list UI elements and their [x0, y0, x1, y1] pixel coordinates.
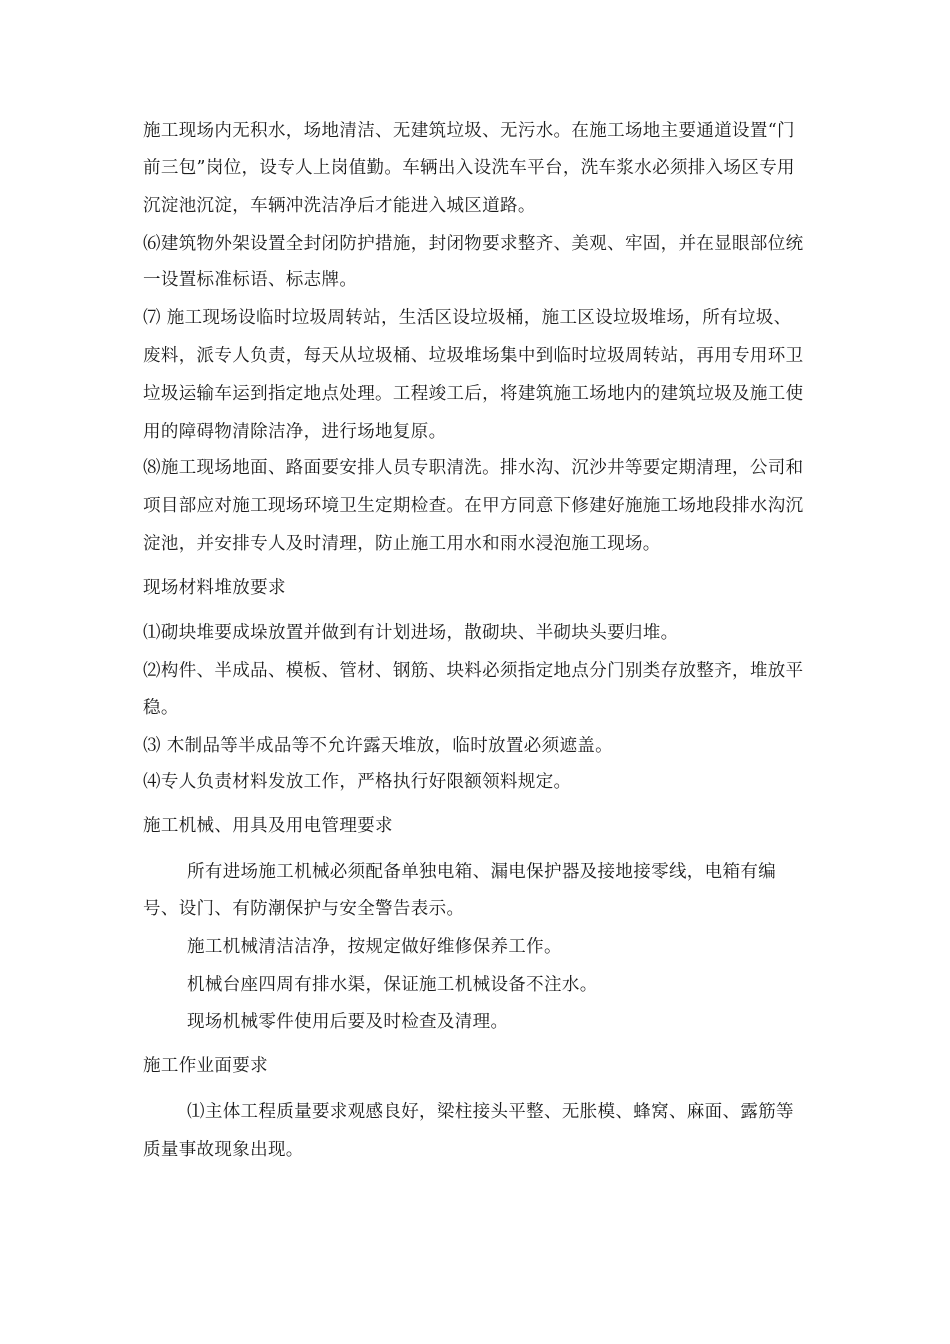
text-line: ⑵构件、半成品、模板、管材、钢筋、块料必须指定地点分门别类存放整齐，堆放平 — [143, 661, 804, 681]
text-line: ⑴主体工程质量要求观感良好，梁柱接头平整、无胀模、蜂窝、麻面、露筋等 — [187, 1102, 794, 1122]
text-line: ⑷专人负责材料发放工作，严格执行好限额领料规定。 — [143, 772, 572, 792]
section-heading: 施工作业面要求 — [143, 1056, 268, 1076]
text-line: 一设置标准标语、标志牌。 — [143, 270, 358, 290]
text-line: 项目部应对施工现场环境卫生定期检查。在甲方同意下修建好施施工场地段排水沟沉 — [143, 496, 804, 516]
text-line: 施工机械清洁洁净，按规定做好维修保养工作。 — [187, 937, 562, 957]
text-line: 现场机械零件使用后要及时检查及清理。 — [187, 1012, 509, 1032]
text-line: ⑶ 木制品等半成品等不允许露天堆放，临时放置必须遮盖。 — [143, 736, 614, 756]
text-line: ⑻施工现场地面、路面要安排人员专职清洗。排水沟、沉沙井等要定期清理，公司和 — [143, 458, 804, 478]
text-line: 号、设门、有防潮保护与安全警告表示。 — [143, 899, 465, 919]
text-line: 施工现场内无积水，场地清洁、无建筑垃圾、无污水。在施工场地主要通道设置“门 — [143, 121, 795, 141]
text-line: 机械台座四周有排水渠，保证施工机械设备不注水。 — [187, 975, 598, 995]
text-line: ⑹建筑物外架设置全封闭防护措施，封闭物要求整齐、美观、牢固，并在显眼部位统 — [143, 234, 804, 254]
text-line: 质量事故现象出现。 — [143, 1140, 304, 1160]
section-heading: 现场材料堆放要求 — [143, 578, 286, 598]
text-line: 用的障碍物清除洁净，进行场地复原。 — [143, 422, 447, 442]
text-line: ⑺ 施工现场设临时垃圾周转站，生活区设垃圾桶，施工区设垃圾堆场，所有垃圾、 — [143, 308, 792, 328]
text-line: 废料，派专人负责，每天从垃圾桶、垃圾堆场集中到临时垃圾周转站，再用专用环卫 — [143, 346, 804, 366]
text-line: ⑴砌块堆要成垛放置并做到有计划进场，散砌块、半砌块头要归堆。 — [143, 623, 679, 643]
text-line: 所有进场施工机械必须配备单独电箱、漏电保护器及接地接零线，电箱有编 — [187, 862, 777, 882]
text-line: 沉淀池沉淀，车辆冲洗洁净后才能进入城区道路。 — [143, 196, 536, 216]
text-line: 稳。 — [143, 698, 179, 718]
text-line: 淀池，并安排专人及时清理，防止施工用水和雨水浸泡施工现场。 — [143, 534, 661, 554]
text-line: 垃圾运输车运到指定地点处理。工程竣工后，将建筑施工场地内的建筑垃圾及施工使 — [143, 384, 804, 404]
section-heading: 施工机械、用具及用电管理要求 — [143, 816, 393, 836]
text-line: 前三包”岗位，设专人上岗值勤。车辆出入设洗车平台，洗车浆水必须排入场区专用 — [143, 158, 795, 178]
